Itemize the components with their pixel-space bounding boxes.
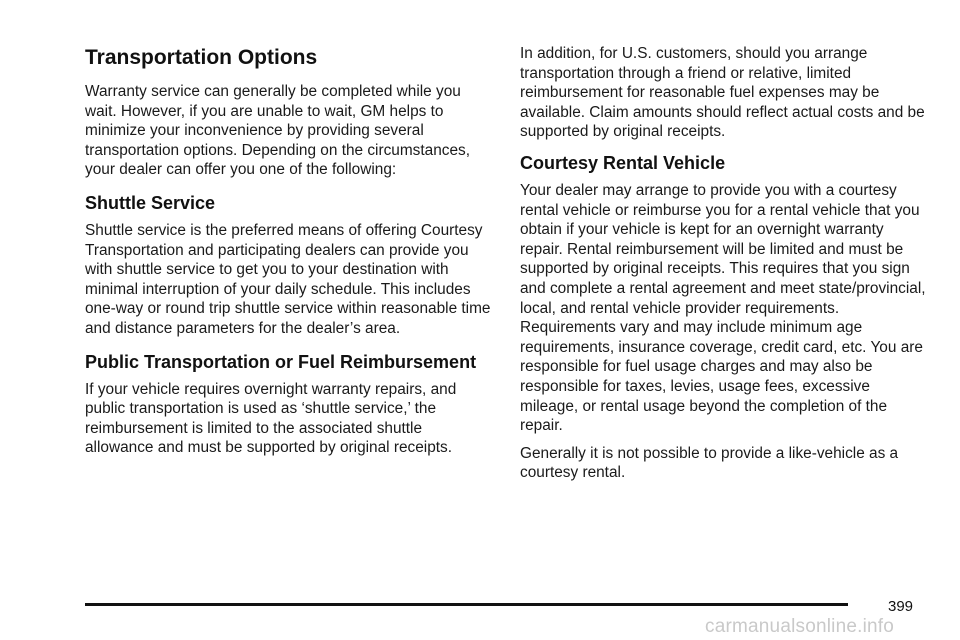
intro-paragraph: Warranty service can generally be completed while you wait. However, if you are unable to wait, GM helps to minimize your inconvenience by providing several transportation options. Depending on the circumstances, your dealer can offer you one of the following:: [85, 83, 470, 179]
shuttle-service-paragraph: Shuttle service is the preferred means of offering Courtesy Transportation and participating dealers can provide you with shuttle service to get you to your destination with minimal interruption of your daily schedule. This includes one-way or round trip shuttle service within reasonable time and distance parameters for the dealer’s area.: [85, 221, 491, 337]
public-transportation-paragraph: If your vehicle requires overnight warranty repairs, and public transportation is used as ‘shuttle service,’ the reimbursement is limited to the associated shuttle allowance and must be supported by original receipts.: [85, 380, 457, 457]
footer-rule: [85, 603, 848, 606]
left-column: [85, 44, 491, 466]
shuttle-service-heading: Shuttle Service: [85, 192, 216, 213]
courtesy-rental-heading: Courtesy Rental Vehicle: [520, 152, 726, 173]
fuel-reimbursement-paragraph: In addition, for U.S. customers, should you arrange transportation through a friend or relative, limited reimbursement for reasonable fuel expenses may be available. Claim amounts should reflect actual costs and be supported by original receipts.: [520, 45, 925, 141]
page-number: 399: [888, 598, 914, 615]
watermark-text: carmanualsonline.info: [705, 616, 895, 637]
public-transportation-heading: Public Transportation or Fuel Reimbursement: [85, 351, 477, 372]
section-title: Transportation Options: [85, 46, 318, 69]
courtesy-rental-note: Generally it is not possible to provide a like-vehicle as a courtesy rental.: [520, 444, 899, 482]
right-column: [520, 44, 926, 491]
courtesy-rental-paragraph: Your dealer may arrange to provide you with a courtesy rental vehicle or reimburse you for a rental vehicle that you obtain if your vehicle is kept for an overnight warranty repair. Rental reimbursement will be limited and must be supported by original receipts. This requires that you sign and complete a rental agreement and meet state/provincial, local, and rental vehicle provider requirements. Requirements vary and may include minimum age requirements, insurance coverage, credit card, etc. You are responsible for fuel usage charges and may also be responsible for taxes, levies, usage fees, excessive mileage, or rental usage beyond the completion of the repair.: [520, 181, 926, 435]
